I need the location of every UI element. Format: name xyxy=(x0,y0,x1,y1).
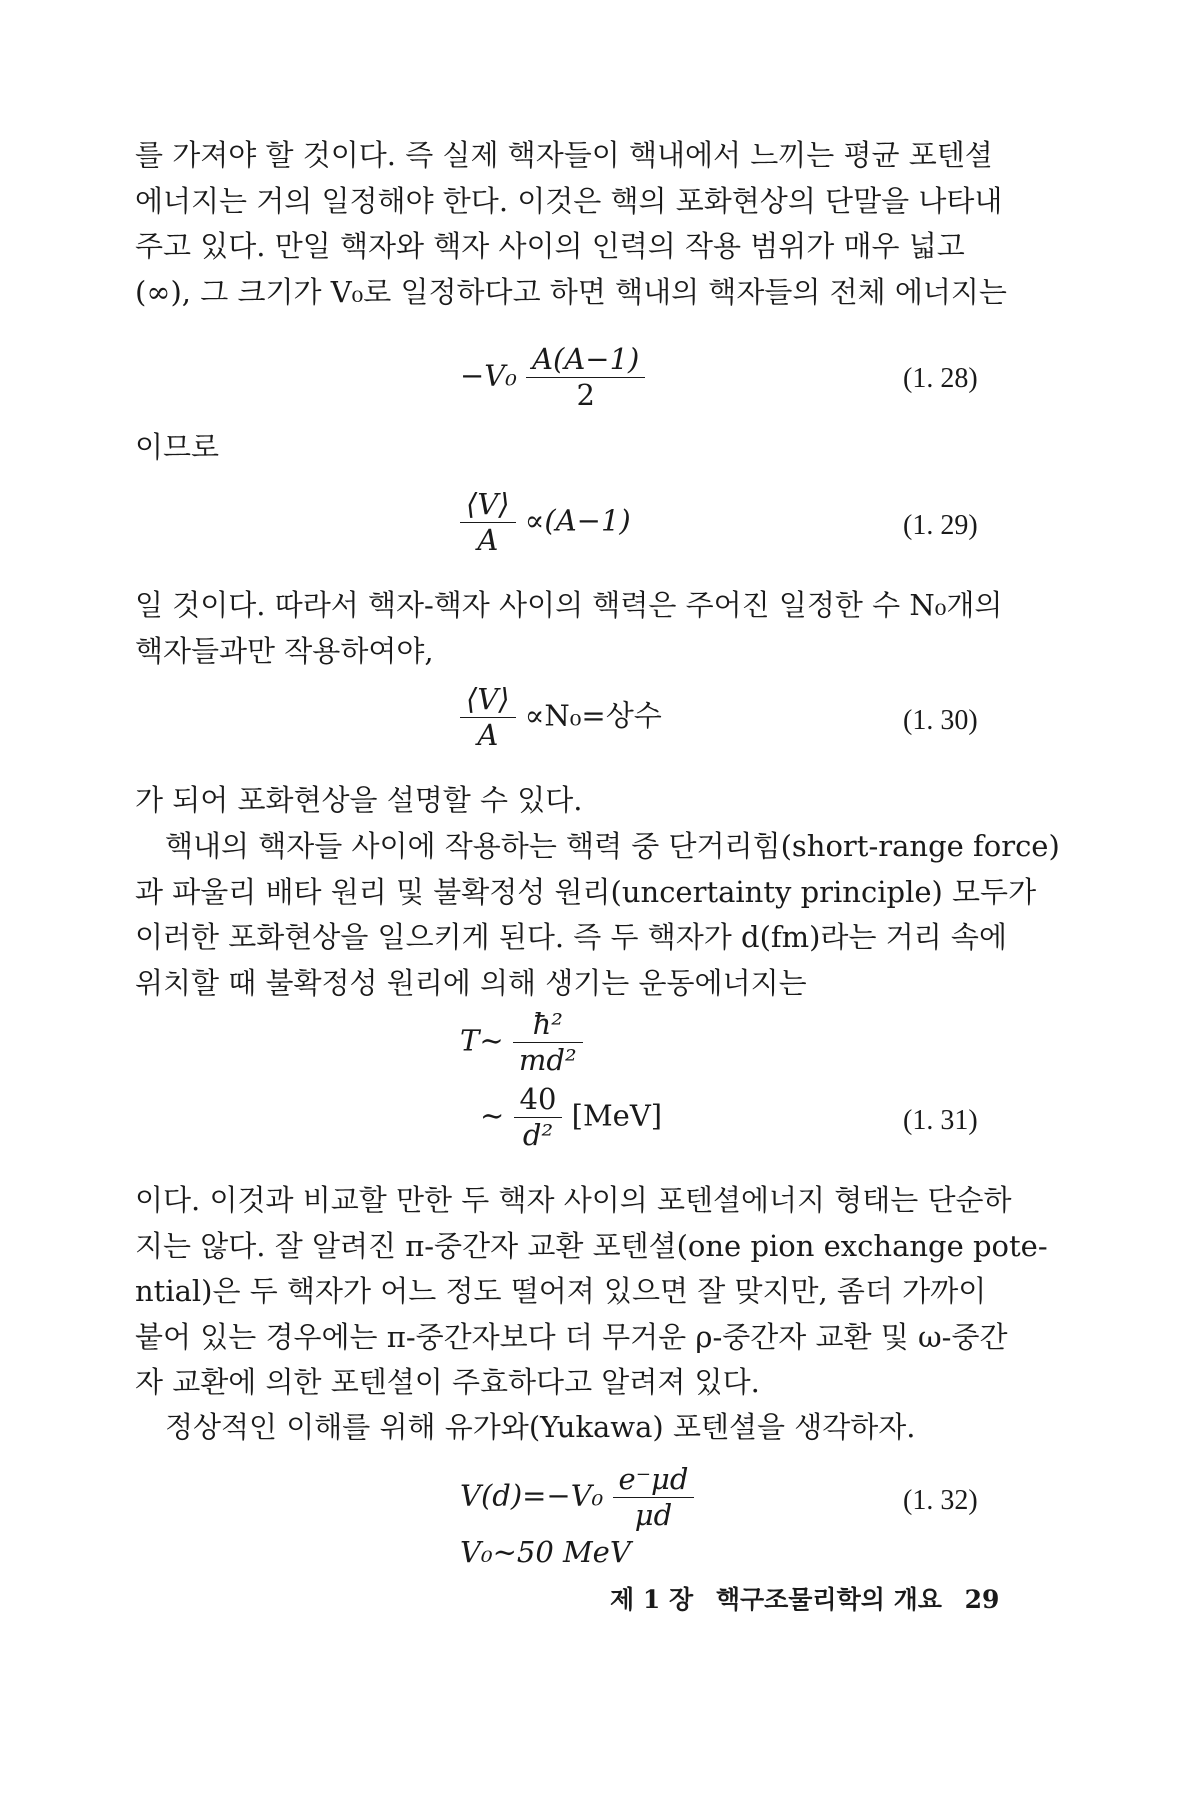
text-line: 이러한 포화현상을 일으키게 된다. 즉 두 핵자가 d(fm)라는 거리 속에 xyxy=(135,920,1007,954)
chapter-label: 제 1 장 xyxy=(610,1585,694,1614)
paragraph-6 xyxy=(135,1178,1048,1406)
equation-1-32-constant: V₀∼50 MeV xyxy=(460,1535,631,1569)
text-line: 자 교환에 의한 포텐셜이 주효하다고 알려져 있다. xyxy=(135,1365,760,1399)
equation-1-31-line-1: T∼ $\frac{\text{ħ²}}{\text{md²}}$ xyxy=(460,1010,583,1075)
chapter-title: 핵구조물리학의 개요 xyxy=(715,1585,942,1614)
equation-number: (1. 28) xyxy=(903,363,978,394)
text-line: 를 가져야 할 것이다. 즉 실제 핵자들이 핵내에서 느끼는 평균 포텐셜 xyxy=(135,138,993,172)
equation-1-30: $\frac{⟨V⟩}{A}$ ∝N₀=상수 xyxy=(460,685,662,750)
text-line: 핵자들과만 작용하여야, xyxy=(135,633,434,668)
paragraph-1 xyxy=(135,133,1015,315)
text-line: 일 것이다. 따라서 핵자-핵자 사이의 핵력은 주어진 일정한 수 N₀개의 xyxy=(135,588,1003,622)
paragraph-2 xyxy=(135,425,1015,471)
equation-number: (1. 31) xyxy=(903,1105,978,1136)
text-line: 핵내의 핵자들 사이에 작용하는 핵력 중 단거리힘(short-range force) xyxy=(165,829,1060,863)
paragraph-3 xyxy=(135,583,1015,674)
fraction: $\frac{\text{ħ²}}{\text{md²}}$ xyxy=(513,1010,583,1075)
text-line: ntial)은 두 핵자가 어느 정도 떨어져 있으면 잘 맞지만, 좀더 가까이 xyxy=(135,1274,987,1308)
text-line: 지는 않다. 잘 알려진 π-중간자 교환 포텐셜(one pion exchange pote- xyxy=(135,1228,1048,1263)
equation-1-31-line-2: ∼ $\frac{40}{\text{d²}}$ [MeV] xyxy=(480,1082,663,1152)
paragraph-5 xyxy=(135,824,1060,1006)
paragraph-4 xyxy=(135,778,1015,824)
fraction: $\frac{40}{\text{d²}}$ xyxy=(514,1085,563,1150)
text-line: 이므로 xyxy=(135,430,220,464)
fraction: $\frac{⟨V⟩}{A}$ xyxy=(460,490,516,555)
equation-1-32: V(d)=−V₀ $\frac{e^-\mu d}{\mu d}$ xyxy=(460,1465,694,1530)
text-line: 붙어 있는 경우에는 π-중간자보다 더 무거운 ρ-중간자 교환 및 ω-중간 xyxy=(135,1319,1008,1354)
page-number: 29 xyxy=(964,1585,1000,1614)
text-line: 위치할 때 불확정성 원리에 의해 생기는 운동에너지는 xyxy=(135,965,807,1000)
text-line: 주고 있다. 만일 핵자와 핵자 사이의 인력의 작용 범위가 매우 넓고 xyxy=(135,229,965,263)
equation-1-28: −V₀ $\frac{A(A-1)}{2}$ xyxy=(460,345,645,410)
text-line: 에너지는 거의 일정해야 한다. 이것은 핵의 포화현상의 단말을 나타내 xyxy=(135,183,1003,218)
equation-1-29: $\frac{⟨V⟩}{A}$ ∝(A−1) xyxy=(460,490,631,555)
fraction: $\frac{A(A-1)}{2}$ xyxy=(526,345,645,410)
fraction: $\frac{⟨V⟩}{A}$ xyxy=(460,685,516,750)
equation-number: (1. 29) xyxy=(903,510,978,541)
equation-number: (1. 30) xyxy=(903,705,978,736)
equation-number: (1. 32) xyxy=(903,1485,978,1516)
text-line: (∞), 그 크기가 V₀로 일정하다고 하면 핵내의 핵자들의 전체 에너지는 xyxy=(135,274,1007,309)
paragraph-7 xyxy=(135,1405,1015,1451)
page-footer xyxy=(610,1580,1013,1616)
fraction: $\frac{e^-\mu d}{\mu d}$ xyxy=(613,1465,695,1530)
text-line: 과 파울리 배타 원리 및 불확정성 원리(uncertainty principle) 모두가 xyxy=(135,874,1037,909)
text-line: 가 되어 포화현상을 설명할 수 있다. xyxy=(135,783,583,817)
text-line: 이다. 이것과 비교할 만한 두 핵자 사이의 포텐셜에너지 형태는 단순하 xyxy=(135,1183,1012,1217)
text-line: 정상적인 이해를 위해 유가와(Yukawa) 포텐셜을 생각하자. xyxy=(165,1410,916,1444)
